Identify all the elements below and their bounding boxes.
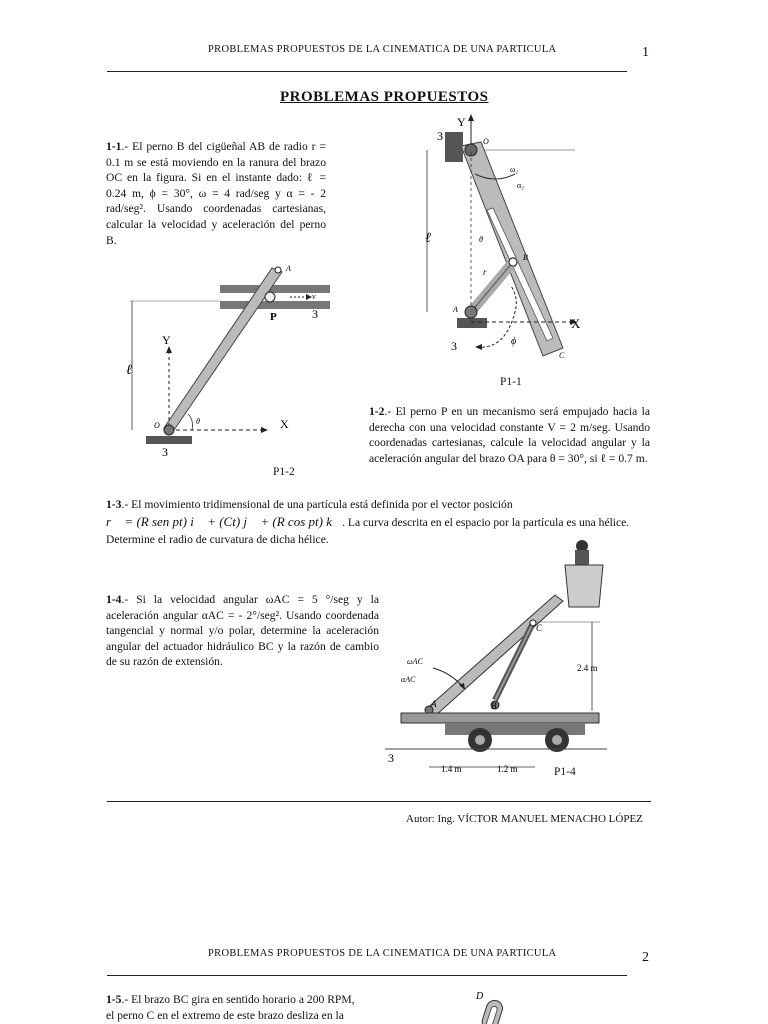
position-equation: r⃗ = (R sen pt) i⃗ + (Ct) j⃗ + (R cos pt) k⃗ [106,514,343,529]
alpha-ac-label: αAC [401,675,416,684]
top-wall [445,132,463,162]
problem-text: .- Si la velocidad angular ωAC = 5 °/seg y la aceleración angular αAC = - 2°/seg². Usando coordenada tangencial y normal y/o polar, determine la aceleración angular del actuador hidráulico BC y la razón de cambio de su razón de extensión. [106,593,379,669]
c-label: C [559,351,565,360]
x-label: X [280,417,289,431]
omega2-label: ω₂ [510,165,519,174]
c-label: C [536,623,543,633]
page2-header: PROBLEMAS PROPUESTOS DE LA CINEMATICA DE UNA PARTICULA [208,948,557,959]
page-gap [0,918,768,924]
theta-label: θ [196,417,200,426]
page-title: PROBLEMAS PROPUESTOS [280,89,489,105]
problem-text-a: .- El movimiento tridimensional de una partícula está definida por el vector posición [121,498,513,511]
theta-arc [188,414,193,430]
ell-label: ℓ [425,231,431,246]
phi-label: ϕ [511,336,517,347]
ground-label: 3 [162,445,168,458]
b-label: B [523,253,528,262]
problem-text-line2: el perno C en el extremo de este brazo desliza en la [106,1008,344,1022]
worker-body [575,550,589,566]
problem-number: 1-4 [106,593,122,606]
figure-p1-2 [120,258,335,458]
pin-p [265,292,275,302]
page-number: 1 [642,45,649,60]
problem-1-1 [106,139,326,248]
dim-2-label: 1.2 m [497,764,518,774]
truck-deck [401,713,599,723]
omega-ac-label: ωAC [407,657,423,666]
bucket [565,565,603,607]
ell-label: ℓ [126,363,132,378]
problem-1-4 [106,592,379,670]
header-rule [107,71,627,72]
a-label: A [453,305,458,314]
height-label: 2.4 m [577,663,598,673]
problem-text-c: Determine el radio de curvatura de dicha hélice. [106,533,329,546]
figure-p1-1 [415,112,605,374]
pin-b [509,258,517,266]
problem-1-2 [369,404,650,466]
problem-number: 1-5 [106,993,122,1006]
alpha2-label: α₂ [517,181,524,190]
problem-number: 1-3 [106,498,122,511]
o-label: O [154,421,160,430]
a-label: A [286,264,291,273]
y-arrow [468,114,474,121]
problem-text-b: . La curva descrita en el espacio por la partícula es una hélice. [342,516,630,529]
page2-header-rule [107,975,627,976]
author: Autor: Ing. VÍCTOR MANUEL MENACHO LÓPEZ [406,813,643,825]
problem-text: .- El perno B del cigüeñal AB de radio r = 0.1 m se está moviendo en la ranura del brazo OC en la figura. Si en el instante dado: ℓ = 0.24 m, ϕ = 30°, ω = 4 rad/seg y α = - 2 rad/seg². Usando coordenadas cartesianas, calcular la velocidad y aceleración del perno B. [106,140,326,247]
y-label: Y [457,115,466,129]
problem-text-line1: .- El brazo BC gira en sentido horario a 200 RPM, [121,993,355,1006]
ground-label-2: 3 [312,307,318,321]
p-label: P [270,311,277,323]
base [146,436,192,444]
o-label: O [483,137,489,146]
a-label: A [431,699,437,709]
footer-rule [107,801,651,802]
b-label: B [491,701,497,711]
pivot-a [465,306,477,318]
ground-label-a: 3 [451,339,457,353]
theta-label: θ [479,235,483,244]
problem-1-5 [106,992,381,1023]
end-a [275,267,281,273]
v-label: v [312,292,316,301]
caption-p1-4: P1-4 [554,766,576,778]
problem-text: .- El perno P en un mecanismo será empujado hacia la derecha con una velocidad constante V = 2 m/seg. Usando coordenadas cartesianas, calcule la velocidad angular y la aceleración angular del brazo OA para θ = 30°, si ℓ = 0.7 m. [369,405,650,465]
r-label: r [483,267,487,277]
caption-p1-2: P1-2 [273,466,295,478]
page-header: PROBLEMAS PROPUESTOS DE LA CINEMATICA DE UNA PARTICULA [208,44,557,55]
y-label: Y [162,333,171,347]
d-label: D [476,991,484,1002]
dim-1-label: 1.4 m [441,764,462,774]
caption-p1-1: P1-1 [500,376,522,388]
problem-number: 1-2 [369,405,385,418]
ground-label: 3 [437,129,443,143]
ground-label: 3 [388,751,394,765]
problem-number: 1-1 [106,140,122,153]
page2-number: 2 [642,950,649,965]
figure-p1-5 [470,986,530,1024]
pivot-o [164,425,174,435]
figure-p1-4 [385,535,615,780]
base-a [457,318,487,328]
x-label: X [571,316,581,331]
